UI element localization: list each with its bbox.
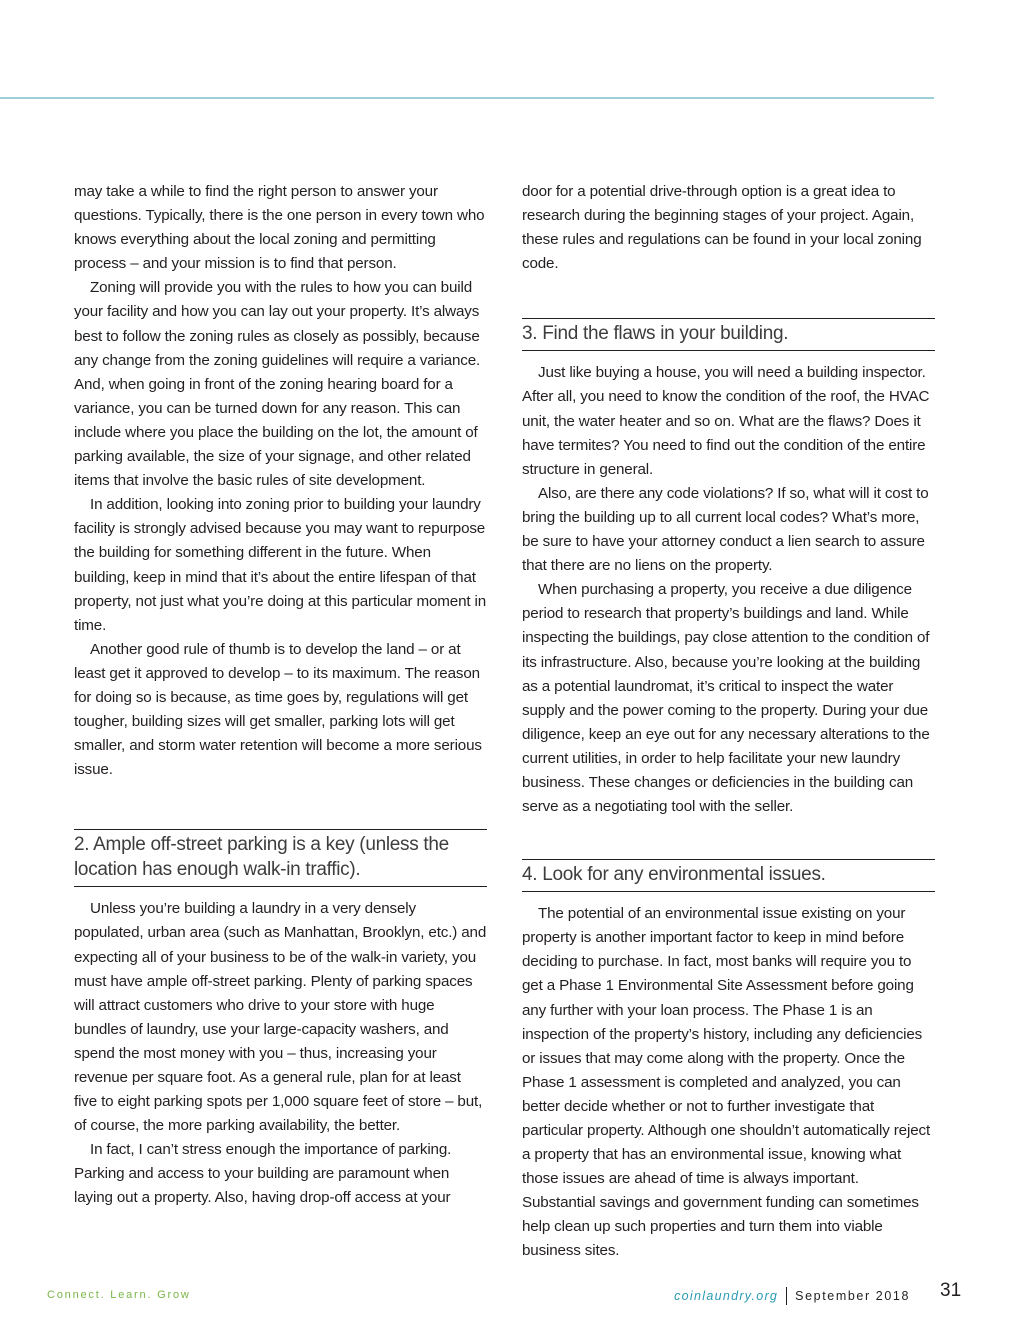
footer-divider (786, 1287, 787, 1305)
header-rule (0, 97, 934, 99)
footer-info (674, 1286, 910, 1306)
section-3-heading: 3. Find the flaws in your building. (522, 318, 935, 351)
section-4-heading: 4. Look for any environmental issues. (522, 859, 935, 892)
footer-tagline: Connect. Learn. Grow (47, 1289, 191, 1301)
footer-site-link[interactable]: coinlaundry.org (674, 1289, 779, 1303)
left-column (74, 180, 487, 1211)
paragraph: Unless you’re building a laundry in a very densely populated, urban area (such as Manhattan, Brooklyn, etc.) and expecting all of your business to be of the walk-in variety, you must have ample off-street parking. Plenty of parking spaces will attract customers who drive to your store with huge bundles of laundry, use your large-capacity washers, and spend the most money with you – thus, increasing your revenue per square foot. As a general rule, plan for at least five to eight parking spots per 1,000 square feet of store – but, of course, the more parking availability, the better. (74, 900, 487, 1135)
footer-date: September 2018 (795, 1289, 910, 1303)
paragraph: In addition, looking into zoning prior to building your laundry facility is strongly advised because you may want to repurpose the building for something different in the future. When building, keep in mind that it’s about the entire lifespan of that property, not just what you’re doing at this particular moment in time. (74, 496, 487, 634)
paragraph: Another good rule of thumb is to develop the land – or at least get it approved to develop – to its maximum. The reason for doing so is because, as time goes by, regulations will get tougher, building sizes will get smaller, parking lots will get smaller, and storm water retention will become a more serious issue. (74, 640, 482, 779)
paragraph: When purchasing a property, you receive a due diligence period to research that property’s buildings and land. While inspecting the buildings, pay close attention to the condition of its infrastructure. Also, because you’re looking at the building as a potential laundromat, it’s critical to inspect the water supply and the power coming to the property. During your due diligence, keep an eye out for any necessary alterations to the current utilities, in order to help facilitate your new laundry business. These changes or deficiencies in the building can serve as a negotiating tool with the seller. (522, 581, 930, 816)
paragraph: Just like buying a house, you will need a building inspector. After all, you need to know the condition of the roof, the HVAC unit, the water heater and so on. What are the flaws? Does it have termites? You need to find out the condition of the entire structure in general. (522, 364, 930, 478)
right-column (522, 180, 935, 1264)
section-2-heading: 2. Ample off-street parking is a key (unless the location has enough walk-in traffic). (74, 829, 487, 887)
paragraph: In fact, I can’t stress enough the importance of parking. Parking and access to your building are paramount when laying out a property. Also, having drop-off access at your (74, 1141, 452, 1207)
paragraph: The potential of an environmental issue existing on your property is another important factor to keep in mind before deciding to purchase. In fact, most banks will require you to get a Phase 1 Environmental Site Assessment before going any further with your loan process. The Phase 1 is an inspection of the property’s history, including any deficiencies or issues that may come along with the property. Once the Phase 1 assessment is completed and analyzed, you can better decide whether or not to further investigate that particular property. Although one shouldn’t automatically reject a property that has an environmental issue, knowing what those issues are ahead of time is always important. Substantial savings and government funding can sometimes help clean up such properties and turn them into viable business sites. (522, 905, 931, 1260)
paragraph: may take a while to find the right person to answer your questions. Typically, there is the one person in every town who knows everything about the local zoning and permitting process – and your mission is to find that person. (74, 183, 485, 273)
page-number: 31 (940, 1280, 962, 1301)
paragraph: Zoning will provide you with the rules to how you can build your facility and how you can lay out your property. It’s always best to follow the zoning rules as closely as possibly, because any change from the zoning guidelines will require a variance. And, when going in front of the zoning hearing board for a variance, you can be turned down for any reason. This can include where you place the building on the lot, the amount of parking available, the size of your signage, and other related items that involve the basic rules of site development. (74, 279, 481, 490)
paragraph: door for a potential drive-through option is a great idea to research during the beginning stages of your project. Again, these rules and regulations can be found in your local zoning code. (522, 183, 922, 273)
paragraph: Also, are there any code violations? If so, what will it cost to bring the building up to all current local codes? What’s more, be sure to have your attorney conduct a lien search to assure that there are no liens on the property. (522, 484, 929, 575)
